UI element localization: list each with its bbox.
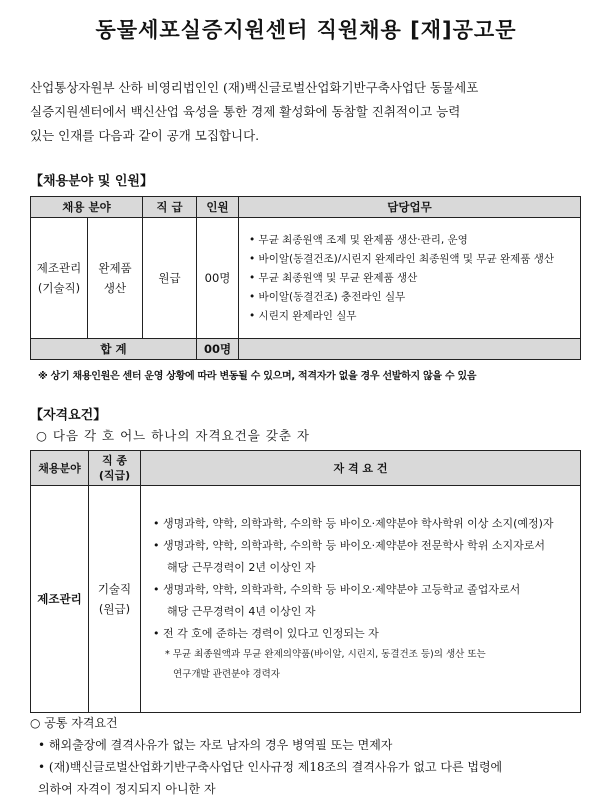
requirement-item: • 생명과학, 약학, 의학과학, 수의학 등 바이오·제약분야 학사학위 이상 소지(예정)자 — [153, 517, 554, 530]
total-count: 00명 — [197, 339, 239, 360]
duty-item: • 무균 최종원액 및 무균 완제품 생산 — [249, 271, 418, 284]
requirement-item: • 전 각 호에 준하는 경력이 있다고 인정되는 자 — [153, 627, 379, 640]
intro-paragraph — [30, 76, 580, 148]
requirement-item: 해당 근무경력이 4년 이상인 자 — [167, 605, 316, 618]
section-title-recruitment: 【채용분야 및 인원】 — [30, 174, 153, 189]
requirement-footnote: 연구개발 관련분야 경력자 — [173, 669, 280, 680]
requirements-cell — [141, 486, 581, 713]
common-item: • 해외출장에 결격사유가 없는 자로 남자의 경우 병역필 또는 면제자 — [38, 738, 393, 752]
subfield-cell: 완제품 생산 — [88, 218, 143, 339]
header-type: 직 종 (직급) — [89, 451, 141, 486]
total-label: 합 계 — [31, 339, 197, 360]
requirement-item: 해당 근무경력이 2년 이상인 자 — [167, 561, 316, 574]
intro-line: 실증지원센터에서 백신산업 육성을 통한 경제 활성화에 동참할 진취적이고 능력 — [30, 104, 461, 119]
recruitment-table — [30, 196, 581, 360]
field-cell: 제조관리 — [31, 486, 89, 713]
common-title: ○ 공통 자격요건 — [30, 716, 118, 730]
table-row — [31, 218, 581, 339]
header-grade: 직 급 — [143, 197, 197, 218]
type-cell: 기술직 (원급) — [89, 486, 141, 713]
table-row — [31, 486, 581, 713]
header-count: 인원 — [197, 197, 239, 218]
header-duties: 담당업무 — [239, 197, 581, 218]
total-blank — [239, 339, 581, 360]
grade-cell: 원급 — [143, 218, 197, 339]
duties-cell — [239, 218, 581, 339]
requirement-item: • 생명과학, 약학, 의학과학, 수의학 등 바이오·제약분야 고등학교 졸업자로서 — [153, 583, 521, 596]
common-item: 의하여 자격이 정지되지 아니한 자 — [38, 782, 216, 796]
field-cell: 제조관리 (기술직) — [31, 218, 88, 339]
header-field: 채용분야 — [31, 451, 89, 486]
duty-item: • 바이알(동결건조)/시린지 완제라인 최종원액 및 무균 완제품 생산 — [249, 252, 555, 265]
requirement-item: • 생명과학, 약학, 의학과학, 수의학 등 바이오·제약분야 전문학사 학위 소지자로서 — [153, 539, 545, 552]
header-field: 채용 분야 — [31, 197, 143, 218]
duty-item: • 무균 최종원액 조제 및 완제품 생산·관리, 운영 — [249, 233, 468, 246]
requirement-footnote: * 무균 최종원액과 무균 완제의약품(바이알, 시린지, 동결건조 등)의 생산 또는 — [165, 649, 486, 660]
section-title-qualifications: 【자격요건】 — [30, 408, 107, 423]
page-title: 동물세포실증지원센터 직원채용 [재]공고문 — [95, 18, 517, 42]
qualification-table — [30, 450, 581, 713]
duty-item: • 바이알(동결건조) 충전라인 실무 — [249, 290, 406, 303]
intro-line: 산업통상자원부 산하 비영리법인인 (재)백신글로벌산업화기반구축사업단 동물세포 — [30, 80, 479, 95]
count-cell: 00명 — [197, 218, 239, 339]
recruitment-note: ※ 상기 채용인원은 센터 운영 상황에 따라 변동될 수 있으며, 적격자가 없을 경우 선발하지 않을 수 있음 — [38, 371, 477, 382]
header-requirements: 자 격 요 건 — [141, 451, 581, 486]
common-requirements — [30, 712, 502, 800]
total-row — [31, 339, 581, 360]
common-item: • (재)백신글로벌산업화기반구축사업단 인사규정 제18조의 결격사유가 없고 다른 법령에 — [38, 760, 503, 774]
intro-line: 있는 인재를 다음과 같이 공개 모집합니다. — [30, 128, 260, 143]
duty-item: • 시린지 완제라인 실무 — [249, 309, 357, 322]
qualification-condition: ○ 다음 각 호 어느 하나의 자격요건을 갖춘 자 — [36, 428, 310, 443]
